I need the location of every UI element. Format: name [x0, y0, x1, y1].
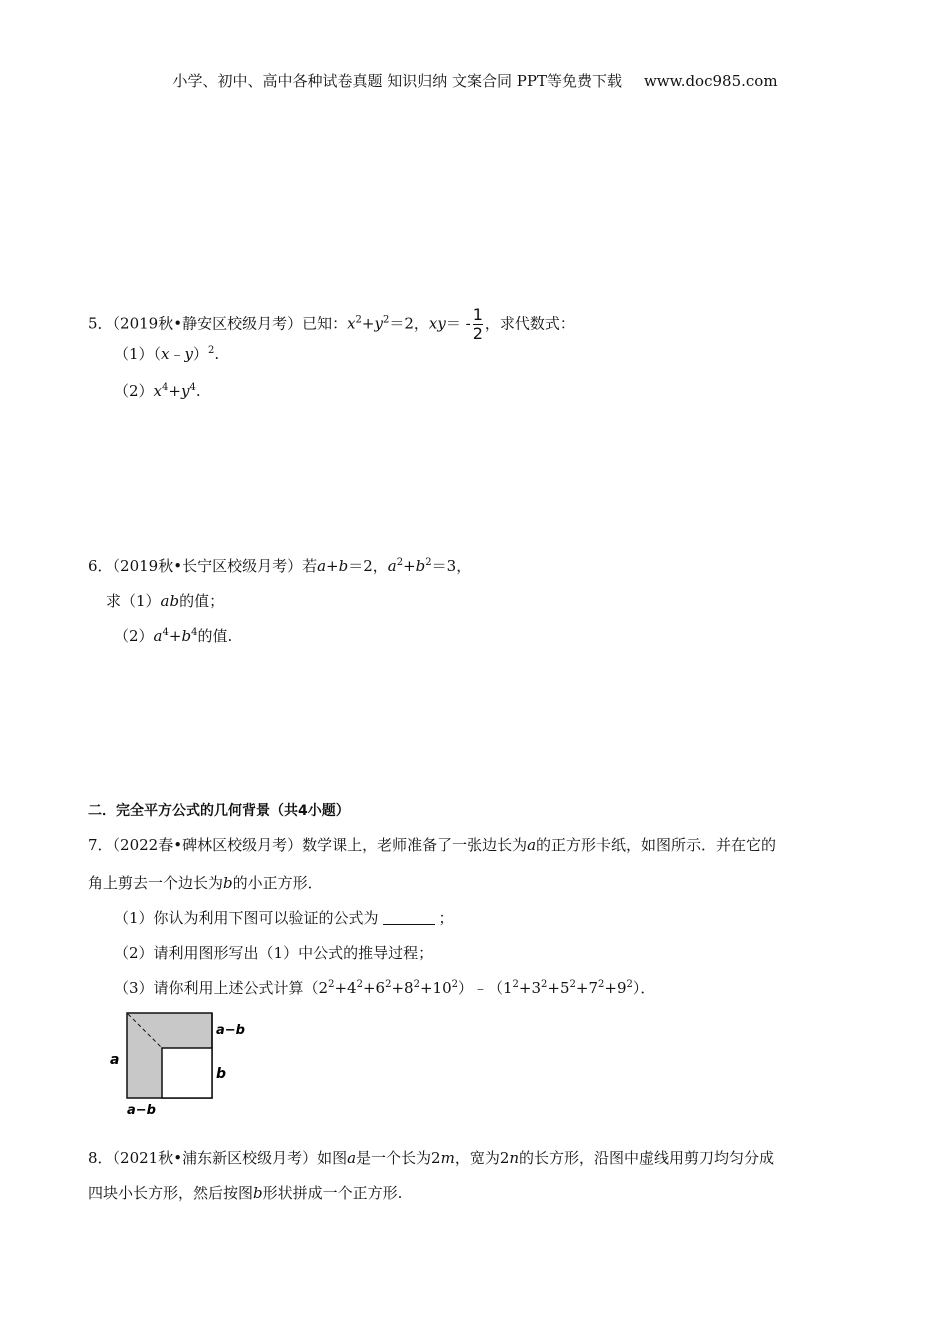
q5-stem: 5．（2019秋•静安区校级月考）已知：$x^2+y^2=2$，xy＝ - $\frac{1}{2}$ ，求代数式： — [88, 305, 575, 343]
q6-stem: 6．（2019秋•长宁区校级月考）若a+b＝2，$a^2+b^2=3$， — [88, 557, 472, 575]
q5-sub2: $(2)x^4+y^4$. — [114, 382, 201, 400]
label-a: a — [110, 1052, 120, 1068]
answer-blank — [383, 910, 435, 925]
label-b: b — [216, 1066, 227, 1082]
q8-number: 8． — [88, 1149, 113, 1167]
q5-tail: ，求代数式： — [484, 314, 575, 333]
inner-square — [162, 1048, 212, 1098]
q7-sub1 — [114, 908, 454, 928]
q5-frac-num: 1 — [472, 305, 483, 324]
q6-line3: $(2)a^4+b^4$的值. — [114, 627, 233, 645]
q5-source: （2019秋•静安区校级月考）已知： — [112, 314, 348, 333]
header-site: www.doc985.com — [643, 72, 778, 90]
q7-sub3: （3）请你利用上述公式计算$(2^2+4^2+6^2+8^2+10^2)﹣(1^2+3^2+5^2+7^2+9^2)$． — [114, 979, 656, 997]
q5-number: 5． — [88, 314, 113, 333]
q8-line1: 8．（2021秋•浦东新区校级月考）如图a是一个长为2m，宽为2n的长方形，沿图中虚线用剪刀均匀分成 — [88, 1149, 775, 1167]
q7-sub2: （2）请利用图形写出（1）中公式的推导过程； — [114, 944, 434, 962]
q7-sub1-text: （1）你认为利用下图可以验证的公式为 — [114, 909, 379, 927]
header-text: 小学、初中、高中各种试卷真题 知识归纳 文案合同 PPT等免费下载 — [172, 72, 622, 90]
q6-line2: 求（1）ab的值； — [106, 592, 225, 610]
q6-number: 6． — [88, 557, 113, 575]
square-figure — [104, 1008, 264, 1120]
q7-number: 7． — [88, 836, 113, 854]
q7-line1: 7．（2022春•碑林区校级月考）数学课上，老师准备了一张边长为a的正方形卡纸，如图所示．并在它的 — [88, 836, 777, 854]
q7-sub1-post: ； — [438, 909, 454, 927]
q5-frac-den: 2 — [472, 324, 483, 343]
page-header — [0, 70, 950, 91]
q7-line2: 角上剪去一个边长为b的小正方形． — [88, 874, 323, 892]
q8-line2: 四块小长方形，然后按图b形状拼成一个正方形. — [88, 1184, 403, 1202]
q5-fraction — [473, 306, 483, 343]
label-amb-bottom: a−b — [127, 1103, 156, 1118]
q5-sub1: （1）（x﹣y）$^2$. — [114, 345, 220, 363]
label-amb-top: a−b — [216, 1023, 245, 1038]
section-title: 二．完全平方公式的几何背景（共4小题） — [88, 803, 350, 819]
